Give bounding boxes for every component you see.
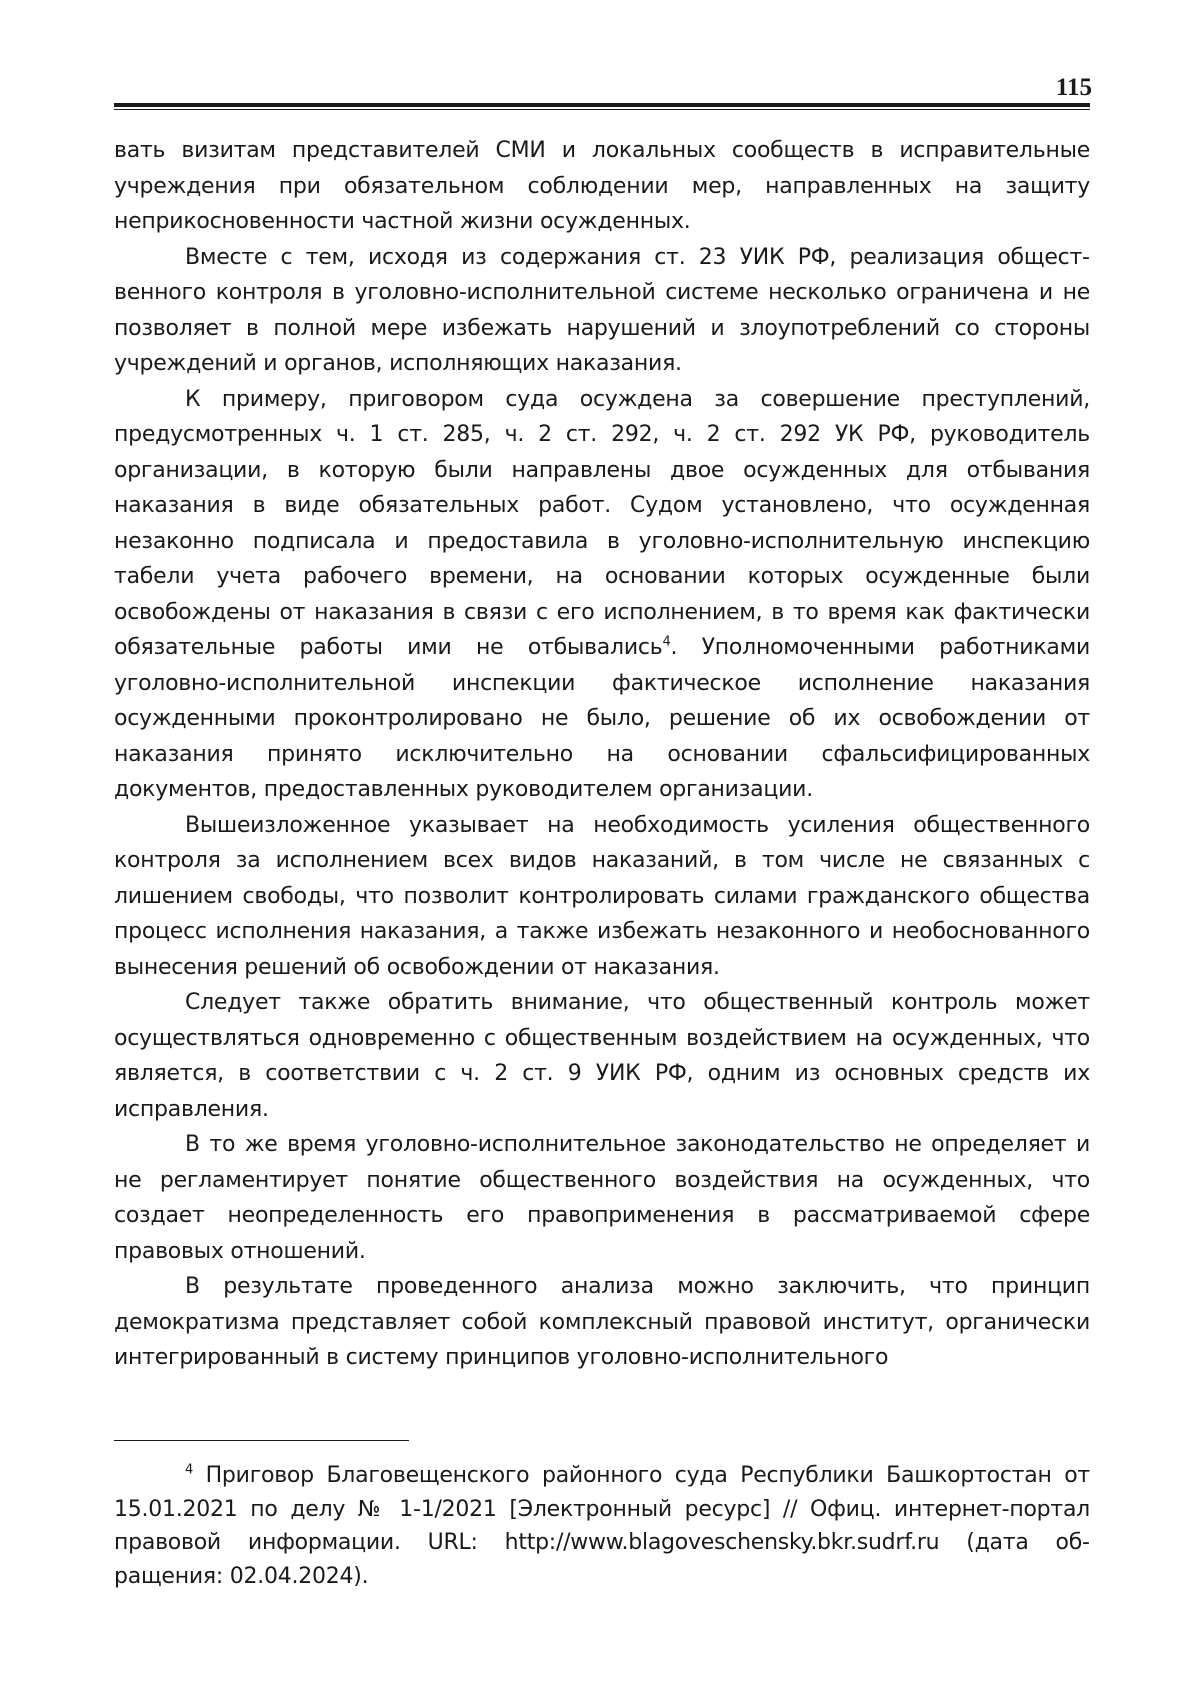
paragraph: В то же время уголовно-исполнительное законодательство не определяет и не регламентирует понятие общественного воздействия на осужденных, что создает неопределенность его правоприменения в рассматриваемой сфере правовых отношений. bbox=[114, 1132, 1090, 1264]
footnote-marker: 4 bbox=[185, 1462, 194, 1478]
paragraph-with-footnote-ref bbox=[114, 382, 1090, 808]
paragraph-last: В результате проведенного анализа можно заключить, что принцип демократизма представляет собой комплексный правовой институт, органически интегрированный в систему принципов уголовно-исполнительного bbox=[114, 1274, 1090, 1370]
page-number: 115 bbox=[1055, 74, 1092, 101]
body-text bbox=[114, 133, 1090, 1376]
paragraph-text: . Уполномоченными работниками уголовно-исполнительной инспекции фактическое исполнение наказания осужденными проконтролировано не было, решение об их освобождении от наказания принято исключительно на основании сфальсифицированных документов, предоставленных руководителем организации. bbox=[114, 635, 1090, 802]
header-rule-thick bbox=[114, 103, 1090, 107]
header-rule-thin bbox=[114, 109, 1090, 110]
footnote-paragraph bbox=[114, 1459, 1090, 1593]
footnote-text: Приговор Благовещенского районного суда Республики Башкортостан от 15.01.2021 по делу № 1-1/2021 [Электронный ресурс] // Офиц. интернет-портал правовой информации. URL: http://www.blagoveschensky.bkr.sudrf.ru (дата обращения: 02.04.2024). bbox=[114, 1463, 1090, 1589]
paragraph-continuation: вать визитам представителей СМИ и локальных сообществ в исправительные учреждения при обязательном соблюдении мер, направленных на защиту неприкосновенности частной жизни осужденных. bbox=[114, 138, 1090, 234]
footnote bbox=[114, 1459, 1090, 1593]
footnote-separator bbox=[114, 1440, 409, 1441]
paragraph: Следует также обратить внимание, что общественный контроль может осуществляться одновременно с общественным воздействием на осужденных, что является, в соответствии с ч. 2 ст. 9 УИК РФ, одним из основных средств их исправления. bbox=[114, 990, 1090, 1122]
paragraph-text: К примеру, приговором суда осуждена за совершение преступлений, предусмотренных ч. 1 ст. 285, ч. 2 ст. 292, ч. 2 ст. 292 УК РФ, руководитель организации, в которую были направлены двое осужденных для отбывания наказания в виде обязательных работ. Судом установлено, что осужденная незаконно подписала и предоставила в уголовно-исполнительную инспекцию табели учета рабочего времени, на основании которых осужденные были освобождены от наказания в связи с его исполнением, в то время как фактически обязательные работы ими не отбывались bbox=[114, 386, 1090, 660]
paragraph: Вместе с тем, исходя из содержания ст. 23 УИК РФ, реализация общественного контроля в уголовно-исполнительной системе несколько ограничена и не позволяет в полной мере избежать нарушений и злоупотреблений со стороны учреждений и органов, исполняющих наказания. bbox=[114, 244, 1090, 376]
footnote-reference[interactable]: 4 bbox=[662, 634, 671, 650]
paragraph: Вышеизложенное указывает на необходимость усиления общественного контроля за исполнением всех видов наказаний, в том числе не связанных с лишением свободы, что позволит контролировать силами гражданского общества процесс исполнения наказания, а также избежать незаконного и необоснованного вынесения решений об освобождении от наказания. bbox=[114, 812, 1090, 980]
